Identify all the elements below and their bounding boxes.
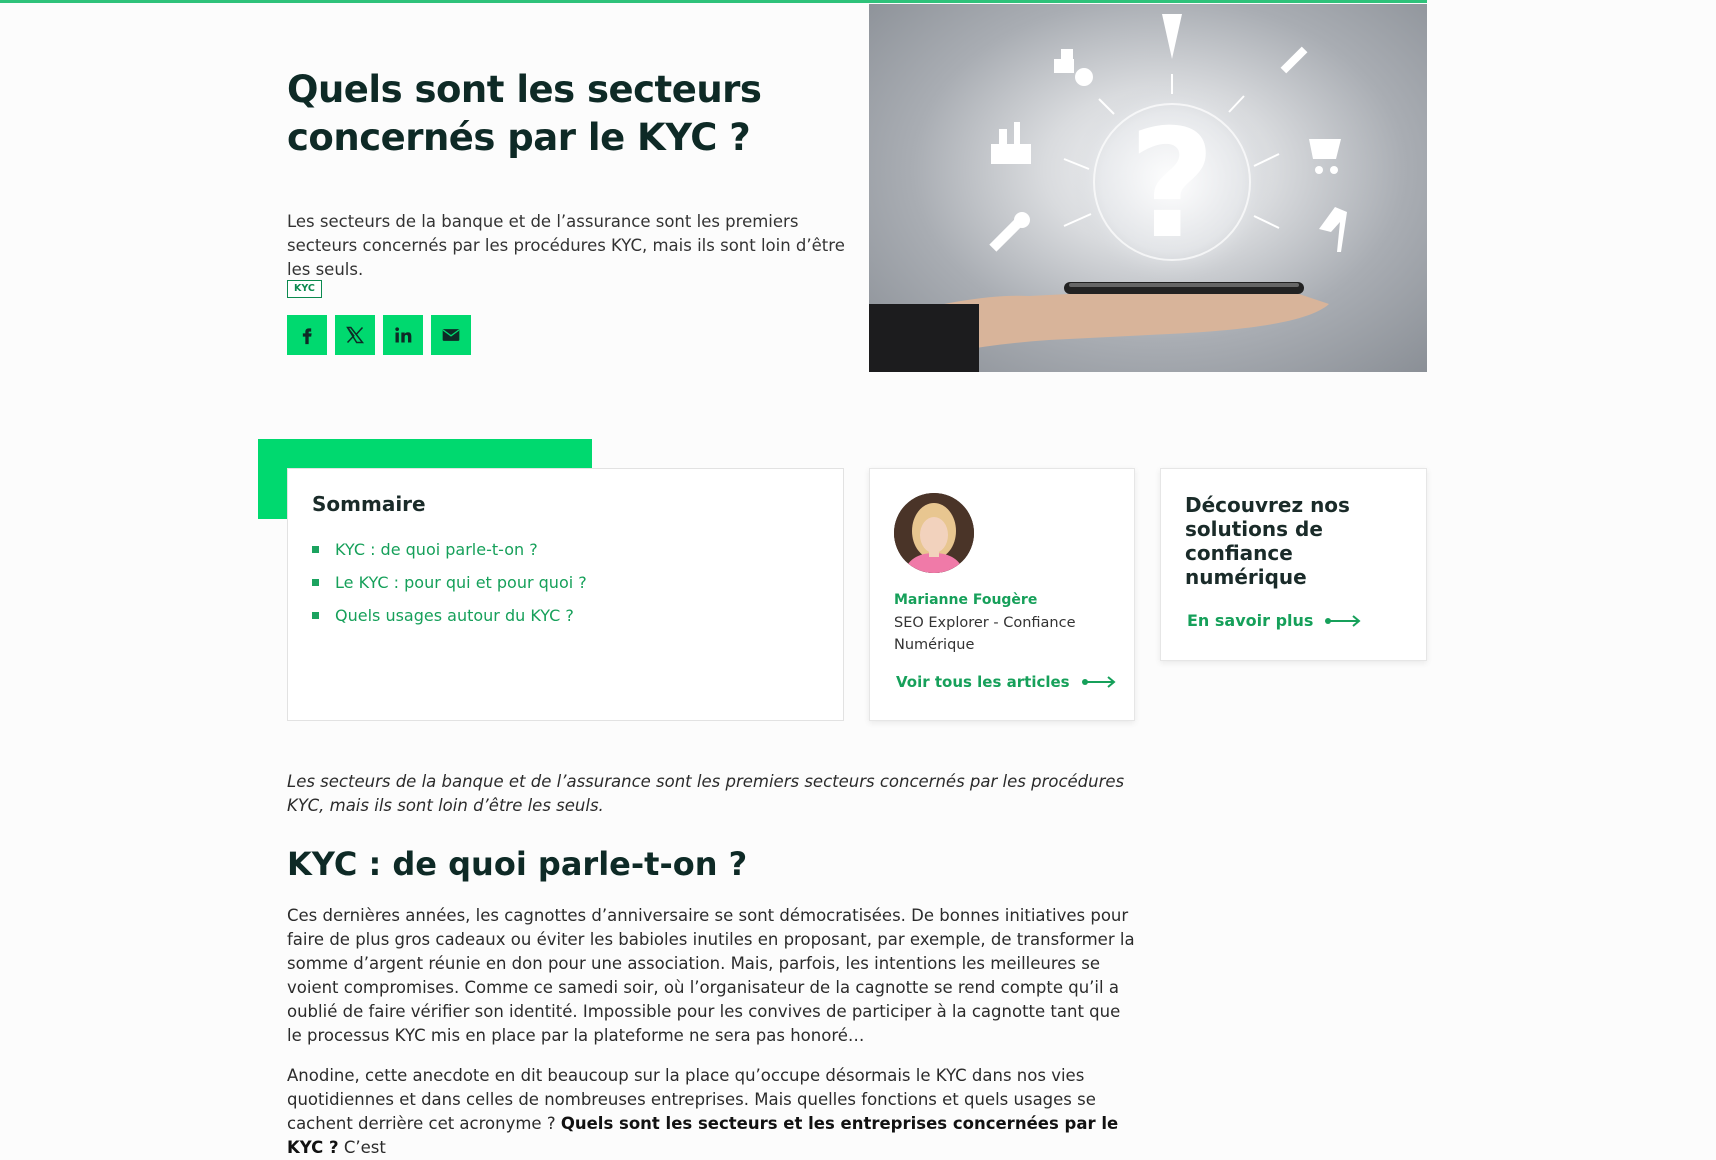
toc-bullet <box>312 546 319 553</box>
share-facebook-button[interactable] <box>287 315 327 355</box>
hero-image <box>869 4 1427 372</box>
author-name[interactable]: Marianne Fougère <box>894 592 1038 608</box>
author-role: SEO Explorer - Confiance Numérique <box>894 615 1076 653</box>
arrow-right-icon <box>1082 676 1116 688</box>
linkedin-icon <box>393 325 413 345</box>
share-email-button[interactable] <box>431 315 471 355</box>
paragraph-bold-text: Quels sont les secteurs et les entreprises concernées par le KYC ? <box>287 1114 1119 1157</box>
paragraph-text: C’est <box>338 1138 386 1157</box>
paragraph-text: Anodine, cette anecdote en dit beaucoup sur la place qu’occupe désormais le KYC dans nos vies quotidiennes et dans celles de nombreuses entreprises. Mais quelles fonctions et quels usages se cachent derrière cet acronyme ? <box>287 1066 1096 1133</box>
toc-title: Sommaire <box>312 492 426 516</box>
page-title: Quels sont les secteurs concernés par le KYC ? <box>287 68 762 159</box>
all-articles-link[interactable] <box>896 673 1116 691</box>
toc-bullet <box>312 612 319 619</box>
tag-badge[interactable]: KYC <box>287 280 322 298</box>
promo-title: Découvrez nos solutions de confiance numérique <box>1185 493 1350 589</box>
toc-list <box>312 533 587 632</box>
email-icon <box>441 325 461 345</box>
toc-item[interactable] <box>312 566 587 599</box>
toc-link[interactable]: Le KYC : pour qui et pour quoi ? <box>335 573 587 592</box>
all-articles-label: Voir tous les articles <box>896 673 1070 691</box>
hero-intro: Les secteurs de la banque et de l’assurance sont les premiers secteurs concernés par les procédures KYC, mais ils sont loin d’être les seuls. <box>287 212 845 279</box>
article-paragraph <box>287 1064 1137 1160</box>
x-twitter-icon <box>345 325 365 345</box>
promo-card <box>1160 468 1427 661</box>
toc-item[interactable] <box>312 533 587 566</box>
toc-link[interactable]: Quels usages autour du KYC ? <box>335 606 574 625</box>
article-paragraph: Ces dernières années, les cagnottes d’anniversaire se sont démocratisées. De bonnes initiatives pour faire de plus gros cadeaux ou éviter les babioles inutiles en proposant, par exemple, de transformer la somme d’argent réunie en don pour une association. Mais, parfois, les intentions les meilleures se voient compromises. Comme ce samedi soir, où l’organisateur de la cagnotte se rend compte qu’il a oublié de faire vérifier son identité. Impossible pour les convives de participer à la cagnotte tant que le processus KYC mis en place par la plateforme ne sera pas honoré… <box>287 906 1135 1045</box>
table-of-contents <box>287 468 844 721</box>
share-linkedin-button[interactable] <box>383 315 423 355</box>
arrow-right-icon <box>1325 615 1361 627</box>
section-heading-kyc: KYC : de quoi parle-t-on ? <box>287 845 748 883</box>
share-buttons <box>287 315 471 355</box>
learn-more-label: En savoir plus <box>1187 611 1314 630</box>
hand-phone-question-illustration <box>869 4 1427 372</box>
author-card <box>869 468 1135 721</box>
top-accent-line <box>0 0 1427 3</box>
svg-text:?: ? <box>1128 98 1216 272</box>
avatar <box>894 493 974 573</box>
share-x-button[interactable] <box>335 315 375 355</box>
toc-item[interactable] <box>312 599 587 632</box>
facebook-icon <box>297 325 317 345</box>
toc-bullet <box>312 579 319 586</box>
learn-more-link[interactable] <box>1187 611 1361 630</box>
toc-link[interactable]: KYC : de quoi parle-t-on ? <box>335 540 538 559</box>
article-lead: Les secteurs de la banque et de l’assurance sont les premiers secteurs concernés par les procédures KYC, mais ils sont loin d’être les seuls. <box>287 772 1125 815</box>
